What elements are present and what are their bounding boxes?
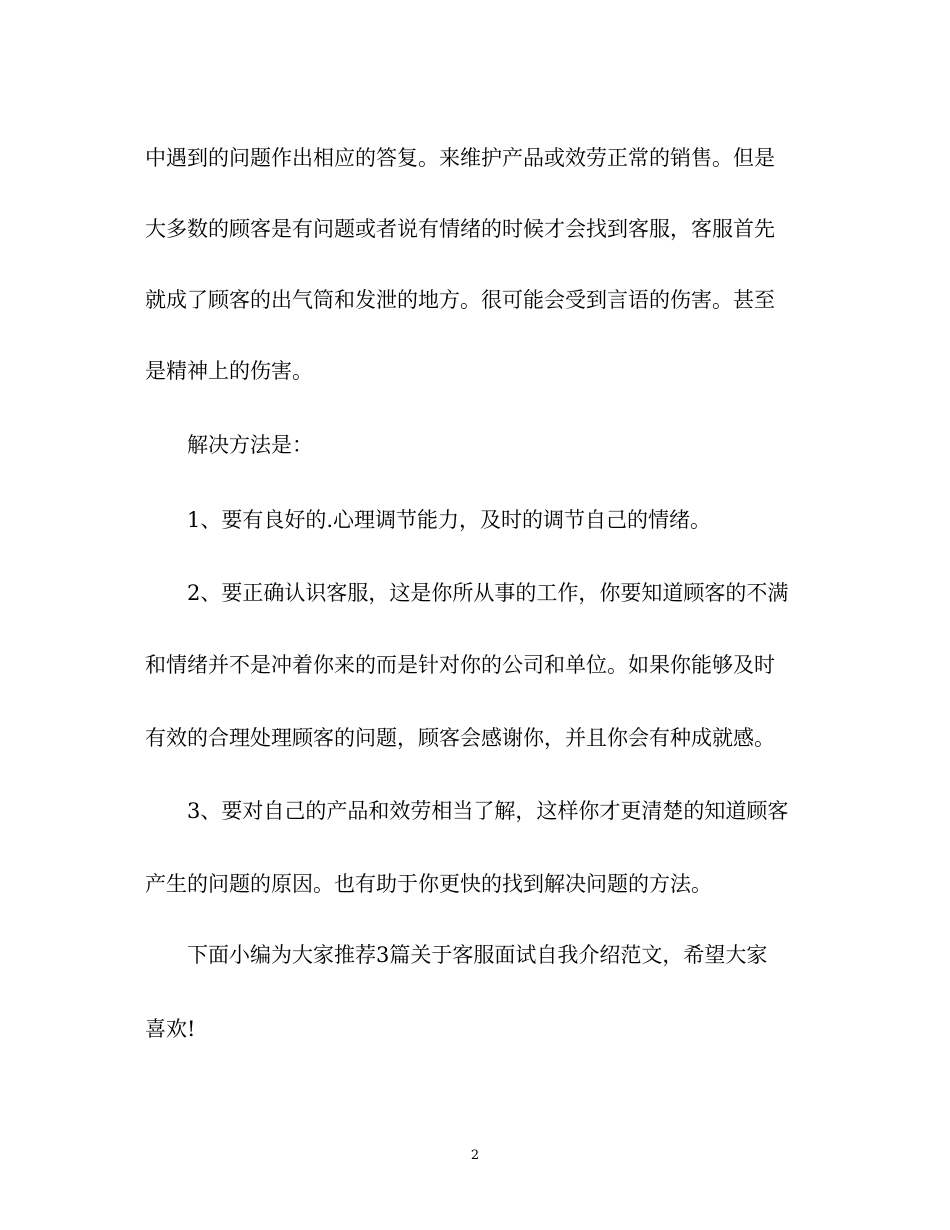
text-line: 是精神上的伤害。 xyxy=(145,359,313,383)
text-line: 有效的合理处理顾客的问题，顾客会感谢你，并且你会有种成就感。 xyxy=(145,726,775,750)
text-line: 和情绪并不是冲着你来的而是针对你的公司和单位。如果你能够及时 xyxy=(145,653,775,677)
list-item-3: 3、要对自己的产品和效劳相当了解，这样你才更清楚的知道顾客 xyxy=(187,799,789,823)
text-line: 大多数的顾客是有问题或者说有情绪的时候才会找到客服，客服首先 xyxy=(145,217,775,241)
list-item-2: 2、要正确认识客服，这是你所从事的工作，你要知道顾客的不满 xyxy=(187,581,789,605)
text-line: 中遇到的问题作出相应的答复。来维护产品或效劳正常的销售。但是 xyxy=(145,146,775,170)
list-item-1: 1、要有良好的.心理调节能力，及时的调节自己的情绪。 xyxy=(187,508,712,532)
text-line-indented: 下面小编为大家推荐3篇关于客服面试自我介绍范文，希望大家 xyxy=(187,943,768,967)
text-line: 产生的问题的原因。也有助于你更快的找到解决问题的方法。 xyxy=(145,872,712,896)
text-line-indented: 解决方法是： xyxy=(187,433,313,457)
text-line: 就成了顾客的出气筒和发泄的地方。很可能会受到言语的伤害。甚至 xyxy=(145,288,775,312)
text-line: 喜欢! xyxy=(145,1017,196,1041)
page-number: 2 xyxy=(470,1148,480,1163)
